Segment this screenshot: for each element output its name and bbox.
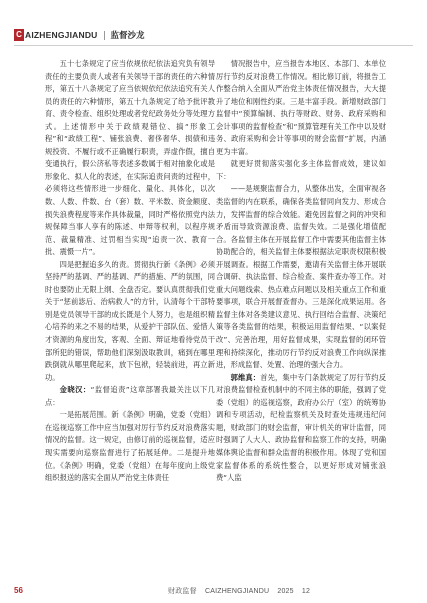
speaker-name: 郭维真：	[230, 372, 261, 382]
page-footer	[0, 586, 427, 600]
paragraph: 就更好贯彻落实强化多主体监督成效，建议如下：	[216, 159, 386, 181]
article-column-left	[45, 58, 215, 576]
issue-year: 2025	[277, 588, 294, 595]
magazine-title-cn: 财政监督	[168, 588, 197, 595]
paragraph: 情况报告中，应当报告本地区、本部门、本单位厉行节约反对浪费工作情况。相比修订前，将报告工作整合纳入全面从严治党主体责任情况报告，大大提升了地位和刚性约束。三是丰富手段。新增财政部门监督中“预算编制、执行等财政、财务、政府采购和会计事项的监督检查”和“预算管理有关工作中以及财务、政府采购和会计等事项的财会监督”扩展，内涵更为丰富。	[216, 59, 386, 156]
magazine-info	[168, 586, 316, 596]
paragraph: 一是拓展范围。新《条例》明确，党委（党组）在巡视巡察工作中应当加强对厉行节约反对浪费落实情况的监督。这一规定，由修订前的巡视监督，适应现实需要向巡察监督进行了拓展延伸。二是提升地位。《条例》明确，党委（党组）在每年度向上级党组织报送的落实全面从严治党主体责任	[45, 410, 215, 483]
page-header	[0, 0, 427, 56]
magazine-brand	[14, 28, 145, 42]
column-title: 监督沙龙	[110, 31, 145, 41]
page-number: 56	[14, 586, 23, 595]
brand-name: AIZHENGJIANDU	[25, 30, 98, 40]
article-column-right	[216, 58, 386, 576]
speaker-name: 金晓汉：	[59, 385, 91, 395]
speaker-paragraph	[216, 372, 386, 485]
brand-divider	[104, 31, 105, 40]
paragraph: 四是把握追多久的责。贯彻执行新《条例》必须坚持严的基调、严的基调、严的措施、严的氛围，同时也要防止无限上纲、全盘否定。要认真贯彻我们党关于“惩前毖后、治病救人”的方针，认清每个干部特别是党员领导干部的成长既是个人努力，也是组织精心培养的来之不易的结果，从爱护干部队伍、爱惜人才资源的角度出发，客观、全面、辩证地看待党员干部所犯的错误，帮助他们深刻汲取教训，痛到在哪里跌倒就从哪里爬起来，放下包袱，轻装前进，再立新功。	[45, 259, 215, 382]
paragraph: 五十七条规定了应当依规依纪依法追究负有领导责任的主要负责人或者有关领导干部的责任的六种情形，第五十八条规定了应当依规依纪依法追究有关人员的责任的六种情形，第五十九条规定了给予批评教育、责令检查、组织处理或者党纪政务处分等处理方式。上述情形中关于政绩观错位、搞“形象工程”和“政绩工程”、铺张浪费、奢侈奢华、损债和违规投资、不履行或不正确履行职责，弄虚作假，擅自变通执行，假公济私等表述多数属于相对抽象化或是形象化、拟人化的表述，在实际追责问责的过程中，必须将这些情形进一步细化、量化、具体化，以次数、人数、件数、台（套）数、平米数、资金额度、损失浪费程度等来作具体裁量，同时严格依照党内法规保障当事人享有的陈述、申辩等权利，以程序规范、裁量精准、过罚相当实现“追责一次、教育一批、震慑一片”。	[45, 59, 215, 257]
brand-logo-mark: C	[14, 29, 24, 41]
speaker-paragraph	[45, 384, 215, 409]
issue-number: 12	[301, 588, 311, 595]
speaker-intro: “监督追责”这章部署我最关注以下几点：	[45, 385, 215, 407]
speaker-text: 首先，集中专门条款规定了厉行节约反对浪费监督检查机制中的不同主体的职能，强调了党委（党组）的巡视巡察，政府办公厅（室）的统筹协调和专项活动，纪检监察机关及时查处违规违纪问题，财政部门的财会监督，审计机关的审计监督，同时强调了人大人、政协监督和监察工作的支持，明确媒体舆论监督和群众监督的积极作用。体现了党和国家监督体系的系统性整合，以更好形成对铺张浪费“人监	[216, 372, 386, 483]
magazine-title-en: CAIZHENGJIANDU	[204, 588, 270, 595]
paragraph: ——是规聚监督合力，从整体出发，全面审视各类监督的内在联系，确保各类监督同向发力、形成合力，发挥监督的综合效能。避免因监督之间的冲突和矛盾而导致资源浪费、监督失效。二是强化增值配合。各监督主体在开展监督工作中需要其他监督主体协助配合的，相关监督主体要根据法定职责权限积极开展调查。根据工作需要，邀请有关监督主体开展联合调研、执法监督、综合检查、案件查办等工作。对重大问题线索、热点难点问题以及相关重点工作和重要事项，联合开展督查督办。三是深化成果运用。各监督主体对各类建议意见、执行回结合监督、决策纪策等各类监督的结果，积极运用监督结果、“以案促改”、完善治理，用好监督成果，实现监督的闭环管理和持续深化，推动厉行节约反对浪费工作向纵深推进，形成监督、处置、治理的强大合力。	[216, 184, 386, 370]
header-rule	[14, 45, 413, 46]
